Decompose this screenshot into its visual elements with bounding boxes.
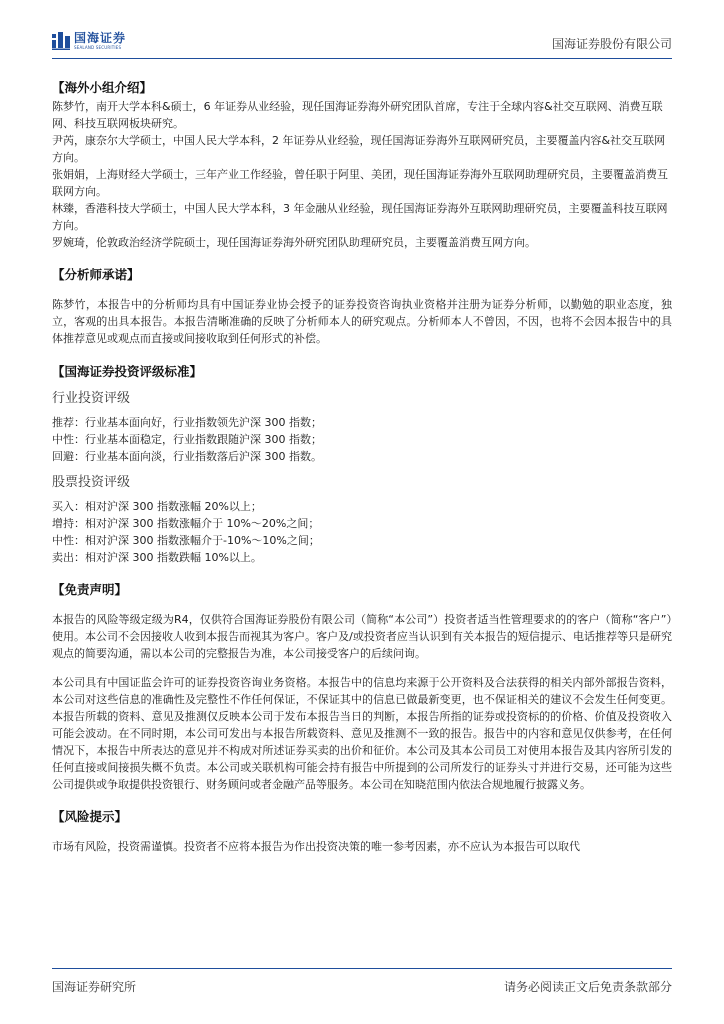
team-member-4: 林臻，香港科技大学硕士，中国人民大学本科，3 年金融从业经验，现任国海证券海外互联网助理研究员，主要覆盖科技互联网方向。 xyxy=(52,202,668,232)
header-divider xyxy=(52,58,672,59)
page-content xyxy=(52,80,672,855)
disclaimer-paragraph-2: 本公司具有中国证监会许可的证券投资咨询业务资格。本报告中的信息均来源于公开资料及合法获得的相关内部外部报告资料，本公司对这些信息的准确性及完整性不作任何保证，不保证其中的信息已做最新变更，也不保证相关的建议不会发生任何变更。本报告所载的资料、意见及推测仅反映本公司于发布本报告当日的判断，本报告所指的证券或投资标的的价格、价值及投资收入可能会波动。在不同时期，本公司可发出与本报告所载资料、意见及推测不一致的报告。报告中的内容和意见仅供参考，在任何情况下，本报告中所表达的意见并不构成对所述证券买卖的出价和征价。本公司及其本公司员工对使用本报告及其内容所引发的任何直接或间接损失概不负责。本公司或关联机构可能会持有报告中所提到的公司所发行的证券头寸并进行交易，还可能为这些公司提供或争取提供投资银行、财务顾问或者金融产品等服务。本公司在知晓范围内依法合规地履行披露义务。 xyxy=(52,676,672,791)
header-company-name: 国海证券股份有限公司 xyxy=(551,37,672,51)
section-title-risk: 【风险提示】 xyxy=(52,809,128,824)
logo-english-name: SEALAND SECURITIES xyxy=(74,45,122,50)
disclaimer-paragraph-1: 本报告的风险等级定级为R4，仅供符合国海证券股份有限公司（简称“本公司”）投资者适当性管理要求的的客户（简称“客户”）使用。本公司不会因接收人收到本报告而视其为客户。客户及/或投资者应当认识到有关本报告的短信提示、电话推荐等只是研究观点的简要沟通，需以本公司的完整报告为准，本公司接受客户的后续问询。 xyxy=(52,613,672,660)
footer-divider xyxy=(52,968,672,969)
analyst-pledge-text: 陈梦竹，本报告中的分析师均具有中国证券业协会授予的证券投资咨询执业资格并注册为证券分析师，以勤勉的职业态度，独立，客观的出具本报告。本报告清晰准确的反映了分析师本人的研究观点。分析师本人不曾因，不因，也将不会因本报告中的具体推荐意见或观点而直接或间接收取到任何形式的补偿。 xyxy=(52,298,672,345)
industry-rating-list xyxy=(52,414,672,465)
section-title-analyst-pledge: 【分析师承诺】 xyxy=(52,267,140,282)
stock-rating-list xyxy=(52,498,672,566)
company-logo xyxy=(52,30,126,52)
page-header xyxy=(52,28,672,56)
industry-rating-avoid: 回避：行业基本面向淡，行业指数落后沪深 300 指数。 xyxy=(52,450,322,463)
footer-disclaimer-note: 请务必阅读正文后免责条款部分 xyxy=(503,980,672,994)
section-title-rating-standard: 【国海证券投资评级标准】 xyxy=(52,364,203,379)
footer-institute: 国海证券研究所 xyxy=(52,980,137,994)
section-title-disclaimer: 【免责声明】 xyxy=(52,582,128,597)
team-member-list xyxy=(52,98,672,251)
stock-rating-buy: 买入：相对沪深 300 指数涨幅 20%以上； xyxy=(52,500,262,513)
stock-rating-overweight: 增持：相对沪深 300 指数涨幅介于 10%～20%之间； xyxy=(52,517,320,530)
industry-rating-neutral: 中性：行业基本面稳定，行业指数跟随沪深 300 指数； xyxy=(52,433,322,446)
stock-rating-title: 股票投资评级 xyxy=(52,475,131,490)
team-member-3: 张娟娟，上海财经大学硕士，三年产业工作经验，曾任职于阿里、美团，现任国海证券海外互联网助理研究员，主要覆盖消费互联网方向。 xyxy=(52,168,668,198)
team-member-1: 陈梦竹，南开大学本科&硕士，6 年证券从业经验，现任国海证券海外研究团队首席，专注于全球内容&社交互联网、消费互联网、科技互联网板块研究。 xyxy=(52,100,663,130)
section-title-overseas-team: 【海外小组介绍】 xyxy=(52,80,153,95)
team-member-5: 罗婉琦，伦敦政治经济学院硕士，现任国海证券海外研究团队助理研究员，主要覆盖消费互网方向。 xyxy=(52,236,536,249)
logo-chinese-name: 国海证券 xyxy=(74,31,127,45)
risk-text: 市场有风险，投资需谨慎。投资者不应将本报告为作出投资决策的唯一参考因素，亦不应认为本报告可以取代 xyxy=(52,840,580,853)
stock-rating-neutral: 中性：相对沪深 300 指数涨幅介于-10%～10%之间； xyxy=(52,534,320,547)
industry-rating-recommend: 推荐：行业基本面向好，行业指数领先沪深 300 指数； xyxy=(52,416,322,429)
industry-rating-title: 行业投资评级 xyxy=(52,391,131,406)
team-member-2: 尹芮，康奈尔大学硕士，中国人民大学本科，2 年证券从业经验，现任国海证券海外互联网研究员，主要覆盖内容&社交互联网方向。 xyxy=(52,134,666,164)
sealand-logo-icon xyxy=(52,32,70,50)
stock-rating-sell: 卖出：相对沪深 300 指数跌幅 10%以上。 xyxy=(52,551,262,564)
